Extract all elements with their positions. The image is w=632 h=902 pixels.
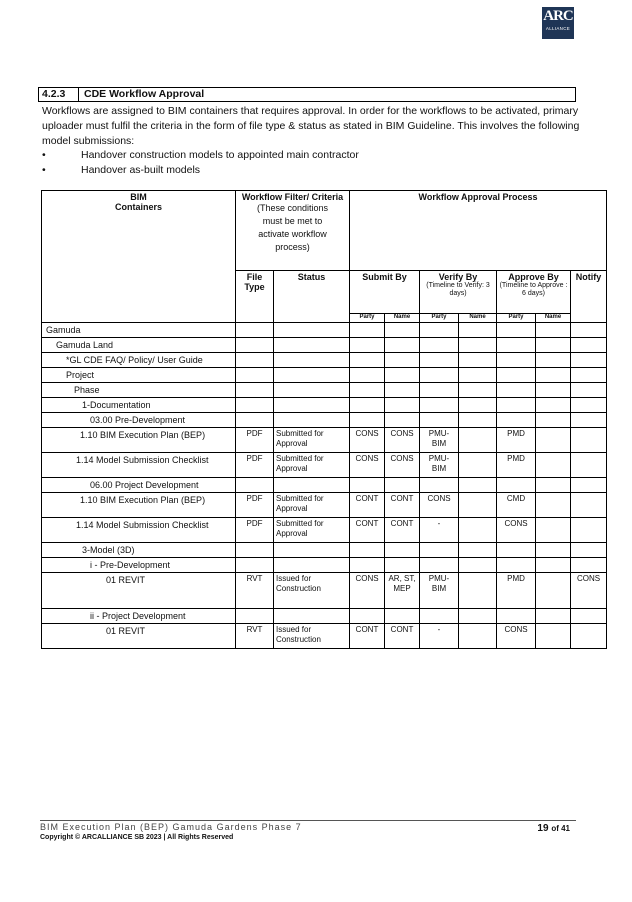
cell-submit-party — [350, 323, 385, 338]
container-label: Gamuda Land — [42, 338, 236, 353]
cell-approve-name — [536, 353, 571, 368]
container-label: Project — [42, 368, 236, 383]
cell-file-type — [236, 338, 274, 353]
cell-file-type: PDF — [236, 428, 274, 453]
container-label: 06.00 Project Development — [42, 478, 236, 493]
page-current: 19 — [537, 823, 549, 834]
container-label: 1.14 Model Submission Checklist — [42, 453, 236, 478]
header-approve-by: Approve By (Timeline to Approve : 6 days) — [497, 271, 571, 314]
cell-approve-party — [497, 338, 536, 353]
cell-approve-party — [497, 368, 536, 383]
cell-verify-name — [459, 428, 497, 453]
cell-status — [274, 478, 350, 493]
table-row — [42, 453, 607, 478]
cell-submit-name — [385, 609, 420, 624]
header-submit-name: Name — [385, 314, 420, 323]
cell-approve-name — [536, 543, 571, 558]
cell-verify-party — [420, 609, 459, 624]
header-approve-name: Name — [536, 314, 571, 323]
cell-file-type — [236, 398, 274, 413]
cell-status — [274, 368, 350, 383]
cell-file-type: PDF — [236, 453, 274, 478]
cell-status — [274, 353, 350, 368]
footer-copyright: Copyright © ARCALLIANCE SB 2023 | All Rights Reserved — [40, 834, 234, 841]
cell-approve-name — [536, 428, 571, 453]
cell-submit-name — [385, 478, 420, 493]
cell-verify-name — [459, 573, 497, 609]
cell-submit-party — [350, 558, 385, 573]
cell-notify — [571, 493, 607, 518]
cell-verify-party — [420, 543, 459, 558]
table-row — [42, 493, 607, 518]
cell-verify-party: - — [420, 624, 459, 649]
workflow-table — [41, 190, 607, 649]
cell-submit-name — [385, 338, 420, 353]
cell-submit-party — [350, 383, 385, 398]
cell-notify — [571, 413, 607, 428]
table-row — [42, 383, 607, 398]
header-file-type: File Type — [236, 271, 274, 323]
cell-verify-name — [459, 383, 497, 398]
container-label: Gamuda — [42, 323, 236, 338]
header-approval-process: Workflow Approval Process — [350, 191, 607, 271]
table-row — [42, 353, 607, 368]
cell-file-type — [236, 543, 274, 558]
cell-submit-name — [385, 368, 420, 383]
cell-notify — [571, 383, 607, 398]
cell-verify-party — [420, 338, 459, 353]
cell-notify — [571, 543, 607, 558]
cell-file-type — [236, 609, 274, 624]
cell-verify-name — [459, 624, 497, 649]
header-filter-note: (These conditions must be met to activate workflow process) — [256, 203, 329, 252]
cell-verify-party — [420, 413, 459, 428]
cell-approve-name — [536, 453, 571, 478]
cell-submit-party: CONS — [350, 428, 385, 453]
cell-approve-party — [497, 543, 536, 558]
cell-submit-party — [350, 609, 385, 624]
cell-status: Submitted for Approval — [274, 428, 350, 453]
cell-verify-name — [459, 609, 497, 624]
cell-approve-party — [497, 413, 536, 428]
cell-notify — [571, 353, 607, 368]
cell-file-type — [236, 323, 274, 338]
container-label: 03.00 Pre-Development — [42, 413, 236, 428]
bullet-text: Handover as-built models — [81, 164, 201, 176]
cell-approve-name — [536, 398, 571, 413]
cell-approve-party: PMD — [497, 573, 536, 609]
cell-notify — [571, 518, 607, 543]
cell-approve-party: CONS — [497, 624, 536, 649]
table-row — [42, 624, 607, 649]
cell-verify-party — [420, 398, 459, 413]
cell-notify: CONS — [571, 573, 607, 609]
cell-submit-name: CONS — [385, 428, 420, 453]
cell-verify-name — [459, 543, 497, 558]
cell-verify-name — [459, 353, 497, 368]
header-verify-by: Verify By (Timeline to Verify: 3 days) — [420, 271, 497, 314]
intro-paragraph: Workflows are assigned to BIM containers that requires approval. In order for the workflows to be activated, primary uploader must fulfil the criteria in the form of file type & status as stated in BIM Guideline. This involves the following model submissions: — [42, 105, 580, 147]
cell-approve-party — [497, 558, 536, 573]
page-number — [537, 823, 570, 834]
cell-verify-party — [420, 478, 459, 493]
page-footer — [40, 820, 576, 841]
cell-file-type — [236, 353, 274, 368]
logo-subtext: ALLIANCE — [545, 26, 571, 31]
table-row — [42, 368, 607, 383]
cell-submit-party — [350, 543, 385, 558]
cell-submit-party — [350, 413, 385, 428]
cell-file-type: PDF — [236, 518, 274, 543]
verify-timeline: (Timeline to Verify: 3 days) — [426, 282, 490, 297]
cell-approve-party: PMD — [497, 453, 536, 478]
cell-approve-party — [497, 383, 536, 398]
cell-notify — [571, 323, 607, 338]
cell-verify-party — [420, 383, 459, 398]
cell-approve-party — [497, 323, 536, 338]
cell-notify — [571, 609, 607, 624]
cell-submit-name: AR, ST, MEP — [385, 573, 420, 609]
table-row — [42, 338, 607, 353]
cell-status: Submitted for Approval — [274, 493, 350, 518]
bullet-text: Handover construction models to appointed main contractor — [81, 149, 359, 161]
cell-status: Issued for Construction — [274, 624, 350, 649]
container-label: *GL CDE FAQ/ Policy/ User Guide — [42, 353, 236, 368]
cell-file-type: RVT — [236, 573, 274, 609]
cell-verify-name — [459, 478, 497, 493]
cell-notify — [571, 398, 607, 413]
cell-status — [274, 383, 350, 398]
cell-submit-party: CONT — [350, 518, 385, 543]
header-notify: Notify — [571, 271, 607, 323]
cell-approve-name — [536, 413, 571, 428]
cell-submit-name — [385, 383, 420, 398]
cell-approve-party — [497, 353, 536, 368]
cell-verify-party: CONS — [420, 493, 459, 518]
cell-approve-name — [536, 323, 571, 338]
cell-submit-party — [350, 478, 385, 493]
cell-verify-name — [459, 453, 497, 478]
cell-submit-party: CONS — [350, 573, 385, 609]
cell-submit-party — [350, 368, 385, 383]
table-row — [42, 413, 607, 428]
cell-notify — [571, 428, 607, 453]
cell-verify-party: PMU-BIM — [420, 573, 459, 609]
cell-verify-party: PMU-BIM — [420, 428, 459, 453]
table-row — [42, 478, 607, 493]
section-title: CDE Workflow Approval — [84, 88, 205, 100]
cell-status — [274, 543, 350, 558]
container-label: i - Pre-Development — [42, 558, 236, 573]
cell-submit-party: CONS — [350, 453, 385, 478]
cell-verify-name — [459, 368, 497, 383]
cell-verify-party: PMU-BIM — [420, 453, 459, 478]
table-row — [42, 398, 607, 413]
bullet-item: • Handover as-built models — [42, 164, 201, 176]
cell-submit-party: CONT — [350, 624, 385, 649]
cell-approve-name — [536, 478, 571, 493]
cell-notify — [571, 624, 607, 649]
cell-verify-party — [420, 368, 459, 383]
cell-file-type: RVT — [236, 624, 274, 649]
table-row — [42, 558, 607, 573]
cell-approve-party: CMD — [497, 493, 536, 518]
cell-notify — [571, 558, 607, 573]
cell-notify — [571, 453, 607, 478]
cell-approve-name — [536, 609, 571, 624]
logo-mark: ARC — [543, 8, 573, 24]
cell-file-type — [236, 368, 274, 383]
section-heading — [38, 87, 576, 102]
cell-approve-party: CONS — [497, 518, 536, 543]
cell-approve-party — [497, 398, 536, 413]
cell-submit-name: CONT — [385, 624, 420, 649]
header-workflow-filter: Workflow Filter/ Criteria (These conditions must be met to activate workflow process) — [236, 191, 350, 271]
table-row — [42, 428, 607, 453]
table-row — [42, 573, 607, 609]
cell-file-type — [236, 383, 274, 398]
cell-verify-party: - — [420, 518, 459, 543]
cell-submit-name — [385, 323, 420, 338]
cell-submit-party — [350, 338, 385, 353]
container-label: 3-Model (3D) — [42, 543, 236, 558]
container-label: 01 REVIT — [42, 624, 236, 649]
container-label: ii - Project Development — [42, 609, 236, 624]
cell-verify-name — [459, 398, 497, 413]
cell-approve-name — [536, 624, 571, 649]
header-status: Status — [274, 271, 350, 323]
company-logo — [542, 7, 574, 39]
container-label: 01 REVIT — [42, 573, 236, 609]
approve-timeline: (Timeline to Approve : 6 days) — [499, 282, 568, 297]
table-row — [42, 323, 607, 338]
cell-verify-name — [459, 323, 497, 338]
cell-verify-party — [420, 353, 459, 368]
header-submit-party: Party — [350, 314, 385, 323]
cell-approve-name — [536, 368, 571, 383]
container-label: 1-Documentation — [42, 398, 236, 413]
cell-submit-name: CONS — [385, 453, 420, 478]
cell-verify-name — [459, 558, 497, 573]
cell-submit-name — [385, 353, 420, 368]
cell-status — [274, 558, 350, 573]
table-row — [42, 609, 607, 624]
container-label: 1.10 BIM Execution Plan (BEP) — [42, 493, 236, 518]
cell-verify-name — [459, 518, 497, 543]
cell-verify-party — [420, 323, 459, 338]
cell-approve-name — [536, 558, 571, 573]
cell-submit-name — [385, 398, 420, 413]
cell-status — [274, 338, 350, 353]
cell-verify-name — [459, 493, 497, 518]
cell-file-type — [236, 478, 274, 493]
bullet-item: • Handover construction models to appointed main contractor — [42, 149, 359, 161]
cell-verify-party — [420, 558, 459, 573]
cell-notify — [571, 338, 607, 353]
cell-submit-party: CONT — [350, 493, 385, 518]
cell-approve-party: PMD — [497, 428, 536, 453]
cell-status: Submitted for Approval — [274, 453, 350, 478]
table-row — [42, 543, 607, 558]
container-label: 1.14 Model Submission Checklist — [42, 518, 236, 543]
header-submit-by: Submit By — [350, 271, 420, 314]
cell-submit-name — [385, 413, 420, 428]
cell-submit-party — [350, 353, 385, 368]
cell-file-type: PDF — [236, 493, 274, 518]
cell-approve-name — [536, 383, 571, 398]
cell-approve-name — [536, 493, 571, 518]
cell-file-type — [236, 558, 274, 573]
container-label: 1.10 BIM Execution Plan (BEP) — [42, 428, 236, 453]
cell-file-type — [236, 413, 274, 428]
header-verify-name: Name — [459, 314, 497, 323]
bullet-list — [42, 148, 359, 178]
cell-status — [274, 609, 350, 624]
cell-verify-name — [459, 413, 497, 428]
cell-submit-name: CONT — [385, 493, 420, 518]
cell-approve-name — [536, 518, 571, 543]
header-verify-party: Party — [420, 314, 459, 323]
cell-status: Submitted for Approval — [274, 518, 350, 543]
header-approve-party: Party — [497, 314, 536, 323]
cell-approve-party — [497, 609, 536, 624]
table-row — [42, 518, 607, 543]
cell-submit-name — [385, 543, 420, 558]
cell-submit-party — [350, 398, 385, 413]
cell-notify — [571, 478, 607, 493]
page-total: of 41 — [551, 824, 570, 833]
cell-approve-name — [536, 338, 571, 353]
cell-verify-name — [459, 338, 497, 353]
cell-approve-name — [536, 573, 571, 609]
footer-document-title: BIM Execution Plan (BEP) Gamuda Gardens Phase 7 — [40, 822, 302, 832]
cell-status — [274, 413, 350, 428]
cell-notify — [571, 368, 607, 383]
section-number: 4.2.3 — [39, 88, 79, 101]
cell-status — [274, 398, 350, 413]
container-label: Phase — [42, 383, 236, 398]
cell-approve-party — [497, 478, 536, 493]
header-bim-containers: BIM Containers — [42, 191, 236, 323]
cell-submit-name — [385, 558, 420, 573]
cell-submit-name: CONT — [385, 518, 420, 543]
cell-status — [274, 323, 350, 338]
cell-status: Issued for Construction — [274, 573, 350, 609]
